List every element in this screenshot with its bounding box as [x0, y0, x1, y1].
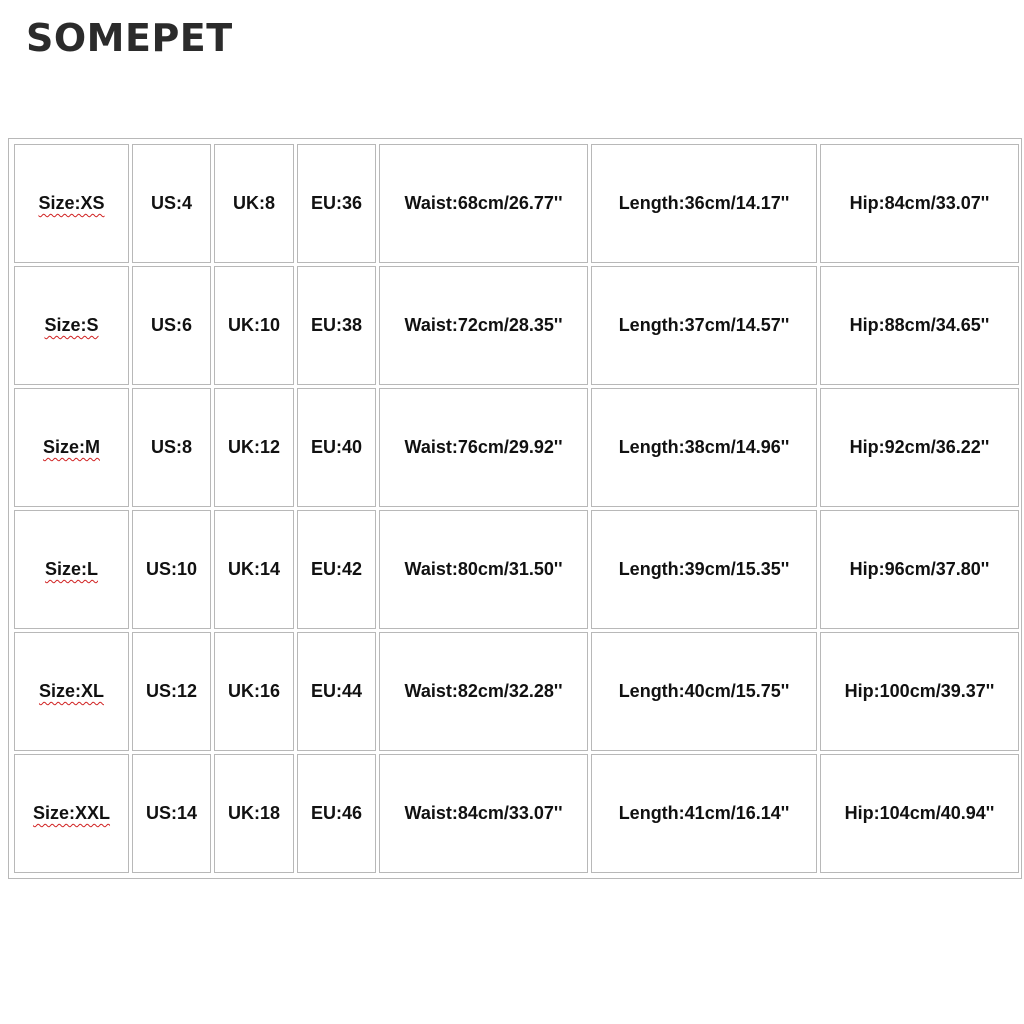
size-chart-table: [8, 138, 1022, 879]
waist-cell: Waist:84cm/33.07'': [379, 754, 588, 873]
hip-cell: Hip:96cm/37.80'': [820, 510, 1019, 629]
uk-size-cell: UK:14: [214, 510, 294, 629]
eu-size-cell: EU:40: [297, 388, 376, 507]
hip-cell: Hip:88cm/34.65'': [820, 266, 1019, 385]
length-cell: Length:39cm/15.35'': [591, 510, 817, 629]
size-label: Size:XL: [38, 681, 104, 701]
length-cell: Length:36cm/14.17'': [591, 144, 817, 263]
uk-size-cell: UK:16: [214, 632, 294, 751]
length-cell: Length:38cm/14.96'': [591, 388, 817, 507]
eu-size-cell: EU:46: [297, 754, 376, 873]
size-label: Size:XS: [38, 193, 105, 213]
waist-cell: Waist:82cm/32.28'': [379, 632, 588, 751]
us-size-cell: US:14: [132, 754, 211, 873]
hip-cell: Hip:92cm/36.22'': [820, 388, 1019, 507]
us-size-cell: US:10: [132, 510, 211, 629]
size-label: Size:S: [44, 315, 99, 335]
length-cell: Length:37cm/14.57'': [591, 266, 817, 385]
us-size-cell: US:6: [132, 266, 211, 385]
table-row: [14, 266, 1019, 385]
size-cell: [14, 388, 129, 507]
size-label: Size:M: [42, 437, 100, 457]
size-cell: [14, 510, 129, 629]
us-size-cell: US:4: [132, 144, 211, 263]
hip-cell: Hip:104cm/40.94'': [820, 754, 1019, 873]
size-cell: [14, 144, 129, 263]
brand-logo-text: SOMEPET: [26, 16, 233, 60]
us-size-cell: US:8: [132, 388, 211, 507]
hip-cell: Hip:84cm/33.07'': [820, 144, 1019, 263]
eu-size-cell: EU:42: [297, 510, 376, 629]
size-cell: [14, 632, 129, 751]
table-row: [14, 510, 1019, 629]
size-table: [11, 141, 1022, 876]
eu-size-cell: EU:44: [297, 632, 376, 751]
uk-size-cell: UK:8: [214, 144, 294, 263]
size-cell: [14, 266, 129, 385]
length-cell: Length:40cm/15.75'': [591, 632, 817, 751]
table-row: [14, 754, 1019, 873]
waist-cell: Waist:80cm/31.50'': [379, 510, 588, 629]
size-label: Size:XXL: [32, 803, 111, 823]
table-row: [14, 632, 1019, 751]
eu-size-cell: EU:36: [297, 144, 376, 263]
us-size-cell: US:12: [132, 632, 211, 751]
uk-size-cell: UK:18: [214, 754, 294, 873]
uk-size-cell: UK:12: [214, 388, 294, 507]
waist-cell: Waist:68cm/26.77'': [379, 144, 588, 263]
uk-size-cell: UK:10: [214, 266, 294, 385]
waist-cell: Waist:76cm/29.92'': [379, 388, 588, 507]
table-row: [14, 144, 1019, 263]
hip-cell: Hip:100cm/39.37'': [820, 632, 1019, 751]
size-cell: [14, 754, 129, 873]
table-row: [14, 388, 1019, 507]
length-cell: Length:41cm/16.14'': [591, 754, 817, 873]
eu-size-cell: EU:38: [297, 266, 376, 385]
size-label: Size:L: [44, 559, 98, 579]
waist-cell: Waist:72cm/28.35'': [379, 266, 588, 385]
